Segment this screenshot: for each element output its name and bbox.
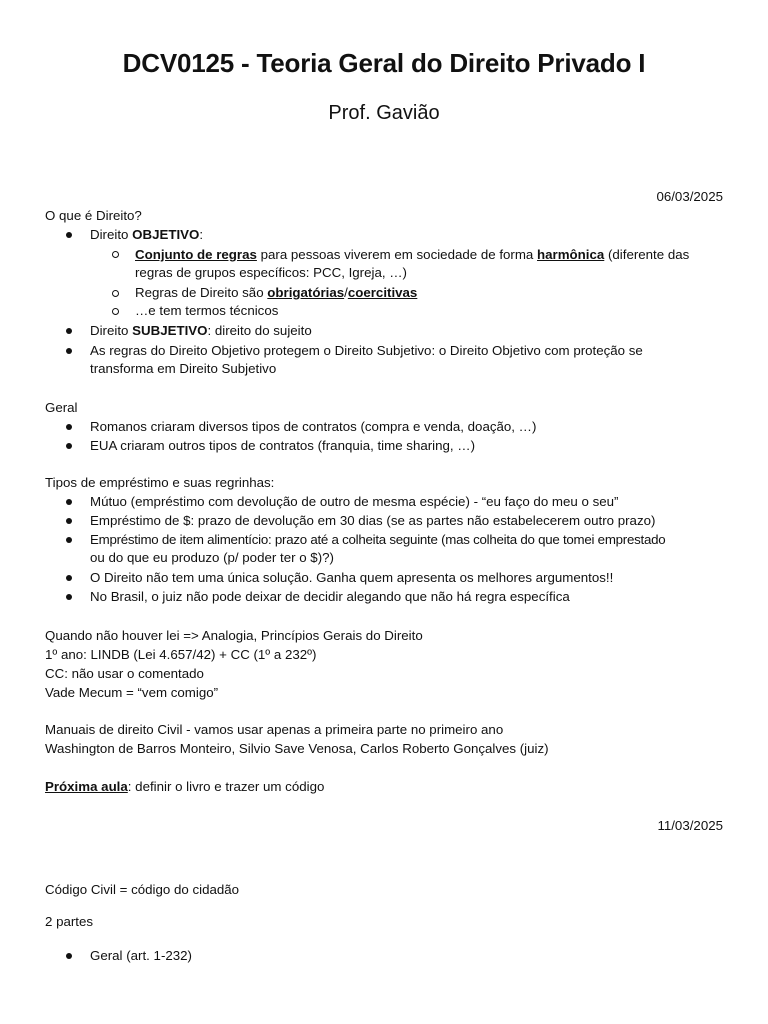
list-item-protegem: As regras do Direito Objetivo protegem o Direito Subjetivo: o Direito Objetivo com proteção se	[90, 343, 643, 358]
circle-bullet-icon	[112, 251, 119, 258]
circle-bullet-icon	[112, 308, 119, 315]
list-item-regras: Regras de Direito são obrigatórias/coercitivas	[135, 285, 418, 300]
list-item-conjunto-cont: regras de grupos específicos: PCC, Igreja, …)	[135, 265, 407, 280]
text-manuais: Manuais de direito Civil - vamos usar apenas a primeira parte no primeiro ano	[45, 722, 504, 737]
bullet-icon	[66, 594, 72, 600]
text-cc: CC: não usar o comentado	[45, 666, 204, 681]
class-date: 11/03/2025	[657, 818, 723, 833]
list-item-alimenticio: Empréstimo de item alimentício: prazo até a colheita seguinte (mas colheita do que tomei emprestado	[90, 532, 666, 547]
text-lei: Quando não houver lei => Analogia, Princípios Gerais do Direito	[45, 628, 423, 643]
section-heading-tipos: Tipos de empréstimo e suas regrinhas:	[45, 475, 275, 490]
bullet-icon	[66, 348, 72, 354]
bullet-icon	[66, 328, 72, 334]
bullet-icon	[66, 443, 72, 449]
list-item-geral: Geral (art. 1-232)	[90, 948, 192, 963]
text-partes: 2 partes	[45, 914, 94, 929]
bullet-icon	[66, 575, 72, 581]
list-item-mutuo: Mútuo (empréstimo com devolução de outro de mesma espécie) - “eu faço do meu o seu”	[90, 494, 619, 509]
list-item-brasil: No Brasil, o juiz não pode deixar de decidir alegando que não há regra específica	[90, 589, 570, 604]
document-title: DCV0125 - Teoria Geral do Direito Privado I	[122, 48, 646, 78]
list-item-solucao: O Direito não tem uma única solução. Ganha quem apresenta os melhores argumentos!!	[90, 570, 614, 585]
text-vade: Vade Mecum = “vem comigo”	[45, 685, 219, 700]
list-item-emprestimo-dinheiro: Empréstimo de $: prazo de devolução em 30 dias (se as partes não estabelecerem outro prazo)	[90, 513, 656, 528]
bullet-icon	[66, 232, 72, 238]
list-item-subjetivo: Direito SUBJETIVO: direito do sujeito	[90, 323, 312, 338]
bullet-icon	[66, 518, 72, 524]
list-item-romanos: Romanos criaram diversos tipos de contratos (compra e venda, doação, …)	[90, 419, 537, 434]
bullet-icon	[66, 537, 72, 543]
text-proxima-aula: Próxima aula: definir o livro e trazer um código	[45, 779, 325, 794]
text-ano: 1º ano: LINDB (Lei 4.657/42) + CC (1º a 232º)	[45, 647, 317, 662]
bullet-icon	[66, 424, 72, 430]
question-heading: O que é Direito?	[45, 208, 142, 223]
class-date: 06/03/2025	[656, 189, 723, 204]
list-item-objetivo: Direito OBJETIVO:	[90, 227, 204, 242]
text-autores: Washington de Barros Monteiro, Silvio Save Venosa, Carlos Roberto Gonçalves (juiz)	[45, 741, 549, 756]
bullet-icon	[66, 499, 72, 505]
list-item-protegem-cont: transforma em Direito Subjetivo	[90, 361, 277, 376]
bullet-icon	[66, 953, 72, 959]
list-item-eua: EUA criaram outros tipos de contratos (franquia, time sharing, …)	[90, 438, 476, 453]
list-item-alimenticio-cont: ou do que eu produzo (p/ poder ter o $)?)	[90, 550, 334, 565]
professor-name: Prof. Gavião	[328, 102, 440, 124]
circle-bullet-icon	[112, 290, 119, 297]
section-heading-geral: Geral	[45, 400, 78, 415]
list-item-conjunto: Conjunto de regras para pessoas viverem em sociedade de forma harmônica (diferente das	[135, 247, 690, 262]
text-codigo-civil: Código Civil = código do cidadão	[45, 882, 240, 897]
list-item-termos: …e tem termos técnicos	[135, 303, 279, 318]
